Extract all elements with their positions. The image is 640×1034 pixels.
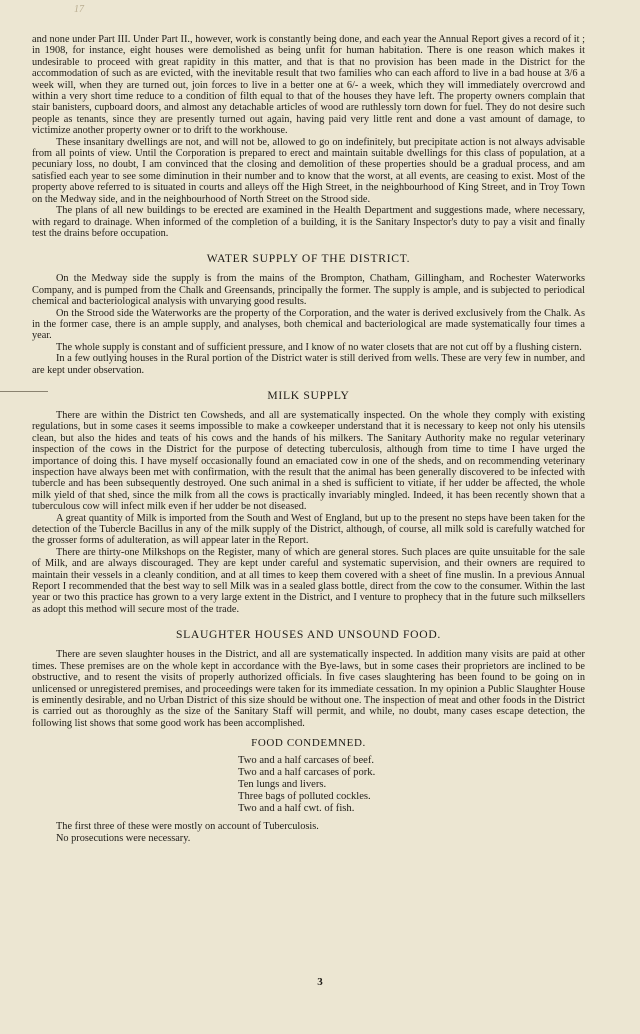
food-item: Two and a half carcases of beef. (238, 755, 375, 767)
intro-paragraph-3: The plans of all new buildings to be erected are examined in the Health Department and suggestions made, where necessary, with regard to drainage. When informed of the completion of a building, it is the Sanitary Inspector's duty to pay a visit and finally test the drains before occupation. (32, 205, 585, 239)
food-item: Two and a half carcases of pork. (238, 767, 376, 779)
water-supply-heading: WATER SUPPLY OF THE DISTRICT. (206, 252, 411, 266)
slaughter-houses-heading: SLAUGHTER HOUSES AND UNSOUND FOOD. (175, 628, 442, 642)
page-number: 3 (317, 976, 323, 988)
water-paragraph-4: In a few outlying houses in the Rural portion of the District water is still derived from wells. These are very few in number, and are kept under observation. (32, 353, 585, 376)
food-closing-line-1: The first three of these were mostly on account of Tuberculosis. (56, 821, 319, 833)
water-paragraph-3: The whole supply is constant and of sufficient pressure, and I know of no water closets that are not cut off by a flushing cistern. (56, 341, 582, 353)
corner-pencil-mark: 17 (74, 4, 84, 15)
food-condemned-heading: FOOD CONDEMNED. (251, 737, 366, 750)
milk-paragraph-3: There are thirty-one Milkshops on the Register, many of which are general stores. Such places are quite unsuitable for the sale of Milk, and are always discouraged. They are kept under careful and systematic supervision, and their owners are required to maintain their vessels in a cleanly condition, and at all times to keep them covered with a sheet of fine muslin. In a previous Annual Report I recommended that the best way to sell Milk was in a sealed glass bottle, direct from the cow to the consumer. Within the last year or two this practice has grown to a very large extent in the District, and I venture to prophecy that in the future such milksellers as adopt this method will secure most of the trade. (32, 546, 585, 615)
food-item: Ten lungs and livers. (238, 779, 327, 791)
water-paragraph-1: On the Medway side the supply is from the mains of the Brompton, Chatham, Gillingham, and Rochester Waterworks Company, and is pumped from the Chalk and Greensands, principally the former. The supply is ample, and is subjected to periodical chemical and bacteriological analysis with unvarying good results. (32, 273, 585, 308)
milk-supply-heading: MILK SUPPLY (267, 388, 350, 402)
food-item: Two and a half cwt. of fish. (238, 803, 355, 815)
slaughter-paragraph-1: There are seven slaughter houses in the District, and all are systematically inspected. In addition many visits are paid at other times. These premises are on the whole kept in accordance with the Bye-laws, but in some cases their proprietors are inclined to be obstructive, and to resent the visits of properly authorized officials. In five cases slaughtering has been found to be going on in unlicensed or unregistered premises, and proceedings were taken for its immediate cessation. In my opinion a Public Slaughter House is eminently desirable, and no Urban District of this size should be without one. The inspection of meat and other foods in the District is carried out as thoroughly as the size of the Sanitary Staff will permit, and while, no doubt, many cases escape detection, the following list shows that some good work has been accomplished. (32, 649, 585, 729)
milk-paragraph-1: There are within the District ten Cowsheds, and all are systematically inspected. On the whole they comply with existing regulations, but in some cases it seems impossible to make a cowkeeper understand that it is necessary to keep not only his utensils clean, but also the hides and teats of his cows and the hands of his milkers. The Sanitary Authority make no regular veterinary inspection of the cows in the District for the purpose of detecting tuberculosis, although from time to time I have urged the importance of doing this. I have myself occasionally found an emaciated cow in one of the sheds, and on recommending veterinary inspection have always been met with confirmation, with the result that the animal has been generally discovered to be infected with tubercle and has been subsequently destroyed. One such animal in a shed is sufficient to vitiate, if her udder be affected, the whole milk yield of that shed, since the milk from all the cows is practically invariably mingled. Indeed, it has been recently shown that a tuberculous cow will infect milk even if her udder be not diseased. (32, 409, 585, 513)
food-condemned-list (238, 755, 585, 815)
food-item: Three bags of polluted cockles. (238, 791, 371, 803)
water-paragraph-2: On the Strood side the Waterworks are the property of the Corporation, and the water is derived exclusively from the Chalk. As in the former case, there is an ample supply, and analyses, both chemical and bacteriological are made systematically four times a year. (32, 307, 585, 342)
intro-paragraph-1: and none under Part III. Under Part II., however, work is constantly being done, and each year the Annual Report gives a record of it ; in 1908, for instance, eight houses were demolished as being unfit for human habitation. There is one reason which makes it undesirable to proceed with great rapidity in this matter, and that is that no provision has been made in the District for the accommodation of such as are evicted, with the inevitable result that two families who can each afford to live in a bad house at 3/6 a week will, when they are turned out, join forces to live in a better one at 6/- a week, which they will immediately overcrowd and within a very short time reduce to a condition of filth equal to that of the houses they have left. The property owners complain that stair banisters, cupboard doors, and almost any detachable articles of wood are ruthlessly torn down for fuel. They do not desire such people as tenants, since they are presently turned out again, having paid very little rent and done a vast amount of damage, to victimize another property owner or to drift to the workhouse. (32, 34, 585, 137)
milk-paragraph-2: A great quantity of Milk is imported from the South and West of England, but up to the present no steps have been taken for the detection of the Tubercle Bacillus in any of the milk supply of the District, although, of course, all milk sold is carefully watched for the grosser forms of adulteration, as will appear later in the Report. (32, 512, 585, 547)
food-closing-line-2: No prosecutions were necessary. (56, 832, 191, 844)
page-body (32, 34, 585, 844)
intro-paragraph-2: These insanitary dwellings are not, and will not be, allowed to go on indefinitely, but precipitate action is not always advisable from all points of view. Until the Corporation is prepared to erect and maintain suitable dwellings for this class of population, at a pecuniary loss, no doubt, I am convinced that the closing and demolition of these properties should be a gradual process, and am satisfied each year to see some diminution in their number and to know that the worst, at all events, are ceasing to exist. Most of the property above referred to is situated in courts and alleys off the High Street, in the neighbourhood of King Street, and in Troy Town on the Medway side, and in the neighbourhood of North Street on the Strood side. (32, 136, 585, 205)
